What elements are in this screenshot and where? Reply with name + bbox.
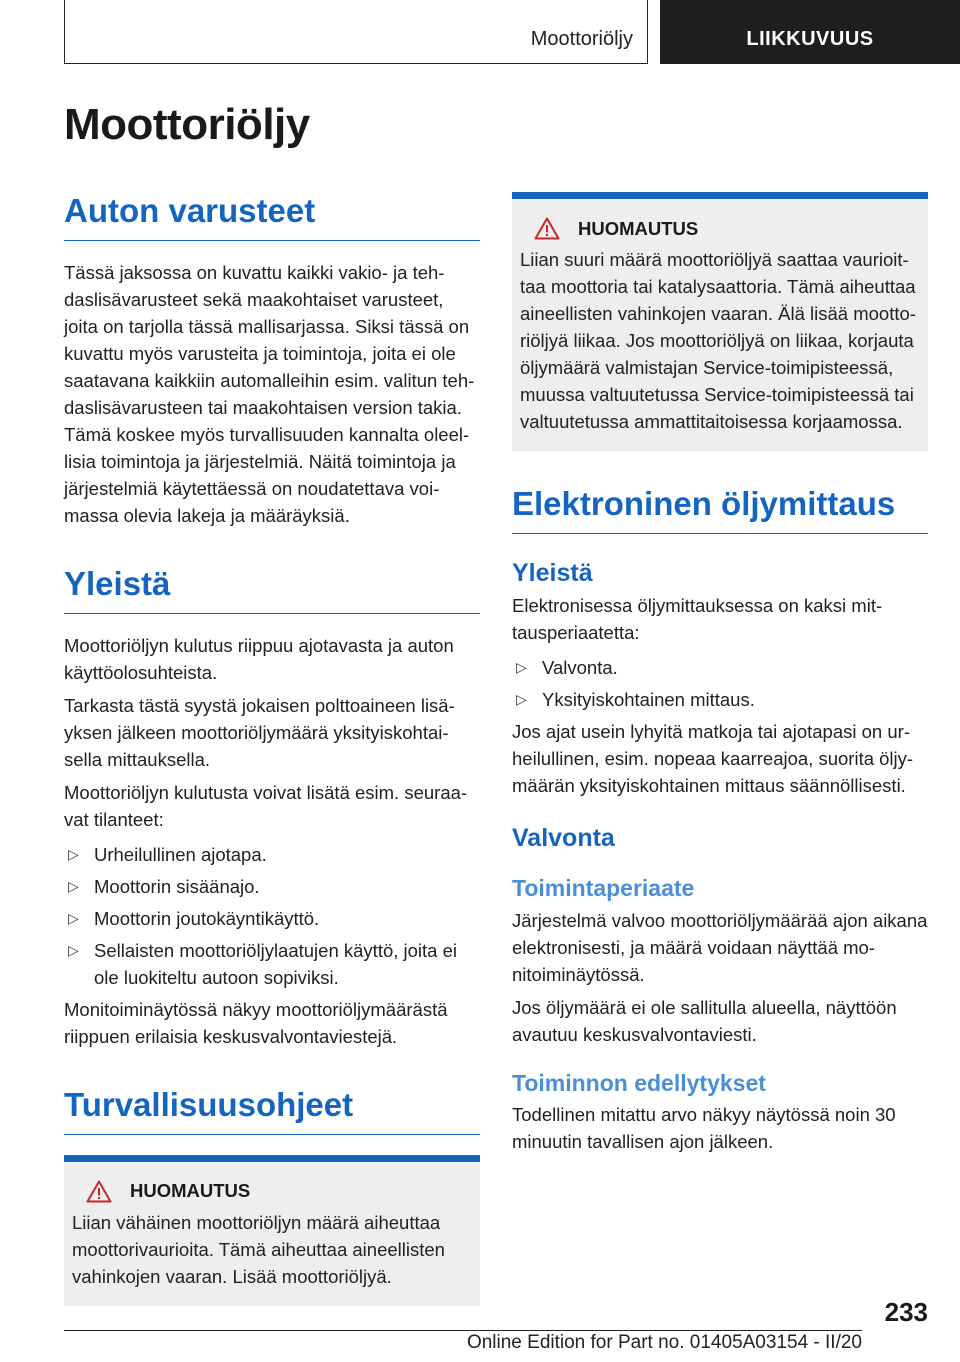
section-heading-yleista: Yleistä xyxy=(64,565,480,614)
page-title: Moottoriöljy xyxy=(64,100,310,149)
triangle-bullet-icon: ▷ xyxy=(68,877,79,894)
triangle-bullet-icon: ▷ xyxy=(516,690,527,707)
triangle-bullet-icon: ▷ xyxy=(68,941,79,958)
elektroninen-yleista-text: Elektronisessa öljymittauksessa on kaksi mittausperiaatetta: xyxy=(512,594,883,643)
warning-triangle-icon xyxy=(86,1180,112,1203)
notice-text: Liian suuri määrä moottoriöljyä saattaa vaurioittaa moottoria tai katalysaattoria. Tämä aiheuttaa aineellisten vahinkojen vaaran. Älä lisää moottoriöljyä liikaa. Jos moottoriöljyä on liikaa, korjauta öljymäärä valmistajan Service-toimipisteessä, muussa valtuutetussa Service-toimipisteessä tai valtuutetussa ammattitaitoisessa korjaamossa. xyxy=(520,249,916,432)
yleista-paragraph-3: Moottoriöljyn kulutusta voivat lisätä esim. seuraavat tilanteet: xyxy=(64,781,468,830)
header-chapter-box xyxy=(64,0,648,64)
notice-box-too-much-oil xyxy=(512,192,928,451)
notice-header xyxy=(72,1180,474,1203)
yleista-paragraph-2: Tarkasta tästä syystä jokaisen polttoaineen lisäyksen jälkeen moottoriöljymäärä yksityiskohtaisella mittauksella. xyxy=(64,694,455,770)
triangle-bullet-icon: ▷ xyxy=(68,909,79,926)
section-heading-elektroninen-oljymittaus: Elektroninen öljymittaus xyxy=(512,485,928,534)
list-item: ▷ Sellaisten moottoriöljylaatujen käyttö, joita ei ole luokiteltu autoon sopiviksi. xyxy=(64,937,480,991)
list-item: ▷ Moottorin sisäänajo. xyxy=(64,873,480,900)
subheading-toiminnon-edellytykset: Toiminnon edellytykset xyxy=(512,1069,766,1096)
notice-label: HUOMAUTUS xyxy=(130,1180,251,1202)
right-column xyxy=(512,192,928,1155)
subheading-valvonta: Valvonta xyxy=(512,823,615,852)
yleista-paragraph-4: Monitoiminäytössä näkyy moottoriöljymäärästä riippuen erilaisia keskusvalvontaviestejä. xyxy=(64,998,448,1047)
list-item: ▷ Valvonta. xyxy=(512,654,928,681)
footer-edition-text: Online Edition for Part no. 01405A03154 - II/20 xyxy=(466,1332,862,1353)
subheading-yleista: Yleistä xyxy=(512,558,593,587)
yleista-bullet-list xyxy=(64,841,480,991)
edellytykset-text: Todellinen mitattu arvo näkyy näytössä noin 30 minuutin tavallisen ajon jälkeen. xyxy=(512,1104,896,1153)
header-section-label: LIIKKUVUUS xyxy=(746,28,874,50)
subheading-toimintaperiaate: Toimintaperiaate xyxy=(512,874,695,901)
notice-label: HUOMAUTUS xyxy=(578,217,699,239)
auton-varusteet-text: Tässä jaksossa on kuvattu kaikki vakio- ja tehdaslisävarusteet sekä maakohtaiset varusteet, joita on tarjolla tässä mallisarjassa. Siksi tässä on kuvattu myös varusteita ja toimintoja, joita ei ole saatavana kaikkiin automalleihin esim. valitun tehdaslisävarusteen tai maakohtaisen version takia. Tämä koskee myös turvallisuuden kannalta oleellisia toimintoja ja järjestelmiä. Näitä toimintoja ja järjestelmiä käytettäessä on noudatettava voimassa olevia lakeja ja määräyksiä. xyxy=(64,261,475,526)
list-item: ▷ Urheilullinen ajotapa. xyxy=(64,841,480,868)
toimintaperiaate-paragraph-2: Jos öljymäärä ei ole sallitulla alueella, näyttöön avautuu keskusvalvontaviesti. xyxy=(512,996,897,1045)
triangle-bullet-icon: ▷ xyxy=(68,845,79,862)
triangle-bullet-icon: ▷ xyxy=(516,658,527,675)
left-column xyxy=(64,192,480,1306)
yleista-paragraph-1: Moottoriöljyn kulutus riippuu ajotavasta ja auton käyttöolosuhteista. xyxy=(64,634,454,683)
header-chapter-title: Moottoriöljy xyxy=(530,28,633,50)
header-section-tab xyxy=(660,0,960,64)
mittaus-bullet-list xyxy=(512,654,928,713)
notice-box-low-oil xyxy=(64,1155,480,1306)
list-item: ▷ Moottorin joutokäyntikäyttö. xyxy=(64,905,480,932)
page-number: 233 xyxy=(884,1297,928,1327)
notice-header xyxy=(520,217,922,240)
section-heading-turvallisuusohjeet: Turvallisuusohjeet xyxy=(64,1086,480,1135)
toimintaperiaate-paragraph-1: Järjestelmä valvoo moottoriöljymäärää ajon aikana elektronisesti, ja määrä voidaan näyttää monitoiminäytössä. xyxy=(512,909,928,985)
section-heading-auton-varusteet: Auton varusteet xyxy=(64,192,480,241)
footer-divider xyxy=(64,1330,862,1331)
list-item: ▷ Yksityiskohtainen mittaus. xyxy=(512,686,928,713)
warning-triangle-icon xyxy=(534,217,560,240)
elektroninen-yleista-text-2: Jos ajat usein lyhyitä matkoja tai ajotapasi on urheilullinen, esim. nopeaa kaarreajoa, suorita öljymäärän yksityiskohtainen mittaus säännöllisesti. xyxy=(512,720,914,796)
notice-text: Liian vähäinen moottoriöljyn määrä aiheuttaa moottorivaurioita. Tämä aiheuttaa aineellisten vahinkojen vaaran. Lisää moottoriöljyä. xyxy=(72,1211,445,1287)
